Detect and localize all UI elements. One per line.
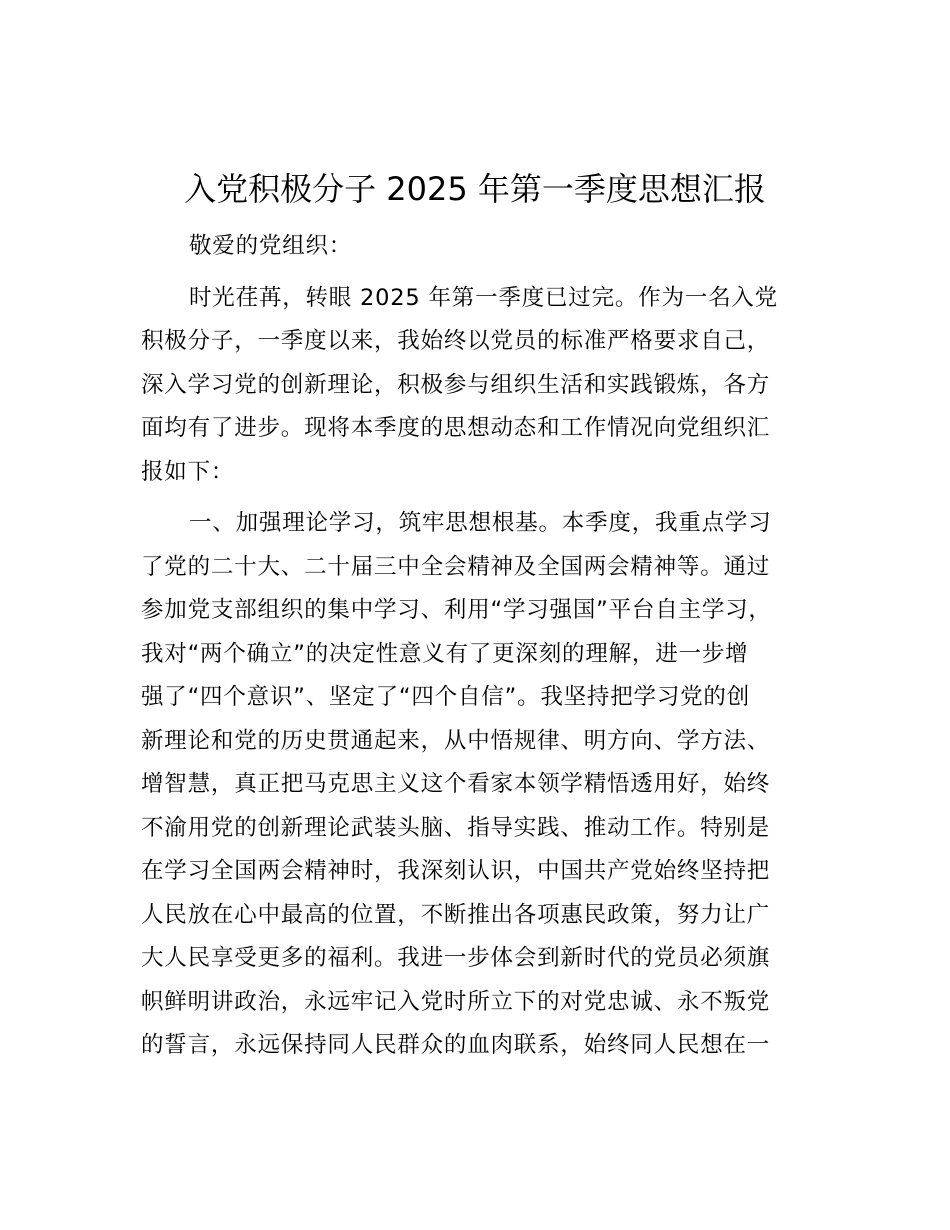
paragraph-2-line: 的誓言，永远保持同人民群众的血肉联系，始终同人民想在一 bbox=[141, 1032, 771, 1058]
document-title: 入党积极分子 2025 年第一季度思想汇报 bbox=[184, 170, 766, 208]
paragraph-2-line: 强了“四个意识”、坚定了“四个自信”。我坚持把学习党的创 bbox=[141, 684, 751, 710]
paragraph-1-line: 深入学习党的创新理论，积极参与组织生活和实践锻炼，各方 bbox=[141, 371, 771, 398]
paragraph-2-line: 增智慧，真正把马克思主义这个看家本领学精悟透用好，始终 bbox=[141, 771, 771, 797]
paragraph-1-line: 时光荏苒，转眼 2025 年第一季度已过完。作为一名入党 bbox=[189, 284, 778, 311]
paragraph-1-line: 报如下： bbox=[141, 458, 235, 485]
paragraph-1 bbox=[141, 277, 831, 495]
paragraph-gap bbox=[141, 494, 831, 502]
paragraph-2-line: 一、加强理论学习，筑牢思想根基。本季度，我重点学习 bbox=[189, 510, 772, 536]
paragraph-2-line: 新理论和党的历史贯通起来，从中悟规律、明方向、学方法、 bbox=[141, 727, 771, 754]
paragraph-1-line: 积极分子，一季度以来，我始终以党员的标准严格要求自己， bbox=[141, 328, 771, 354]
paragraph-2-line: 我对“两个确立”的决定性意义有了更深刻的理解，进一步增 bbox=[141, 640, 749, 667]
document-body bbox=[141, 225, 831, 1068]
paragraph-2-line: 在学习全国两会精神时，我深刻认识，中国共产党始终坚持把 bbox=[141, 858, 771, 884]
paragraph-2-line: 帜鲜明讲政治，永远牢记入党时所立下的对党忠诚、永不叛党 bbox=[141, 988, 771, 1015]
paragraph-1-line: 面均有了进步。现将本季度的思想动态和工作情况向党组织汇 bbox=[141, 415, 771, 441]
salutation: 敬爱的党组织： bbox=[189, 233, 353, 259]
paragraph-2 bbox=[141, 502, 831, 1068]
paragraph-2-line: 了党的二十大、二十届三中全会精神及全国两会精神等。通过 bbox=[141, 553, 771, 580]
paragraph-2-line: 人民放在心中最高的位置，不断推出各项惠民政策，努力让广 bbox=[141, 901, 771, 928]
paragraph-2-line: 大人民享受更多的福利。我进一步体会到新时代的党员必须旗 bbox=[141, 945, 771, 971]
paragraph-2-line: 参加党支部组织的集中学习、利用“学习强国”平台自主学习， bbox=[141, 597, 772, 623]
paragraph-2-line: 不渝用党的创新理论武装头脑、指导实践、推动工作。特别是 bbox=[141, 814, 771, 841]
paragraph-gap bbox=[141, 269, 831, 277]
